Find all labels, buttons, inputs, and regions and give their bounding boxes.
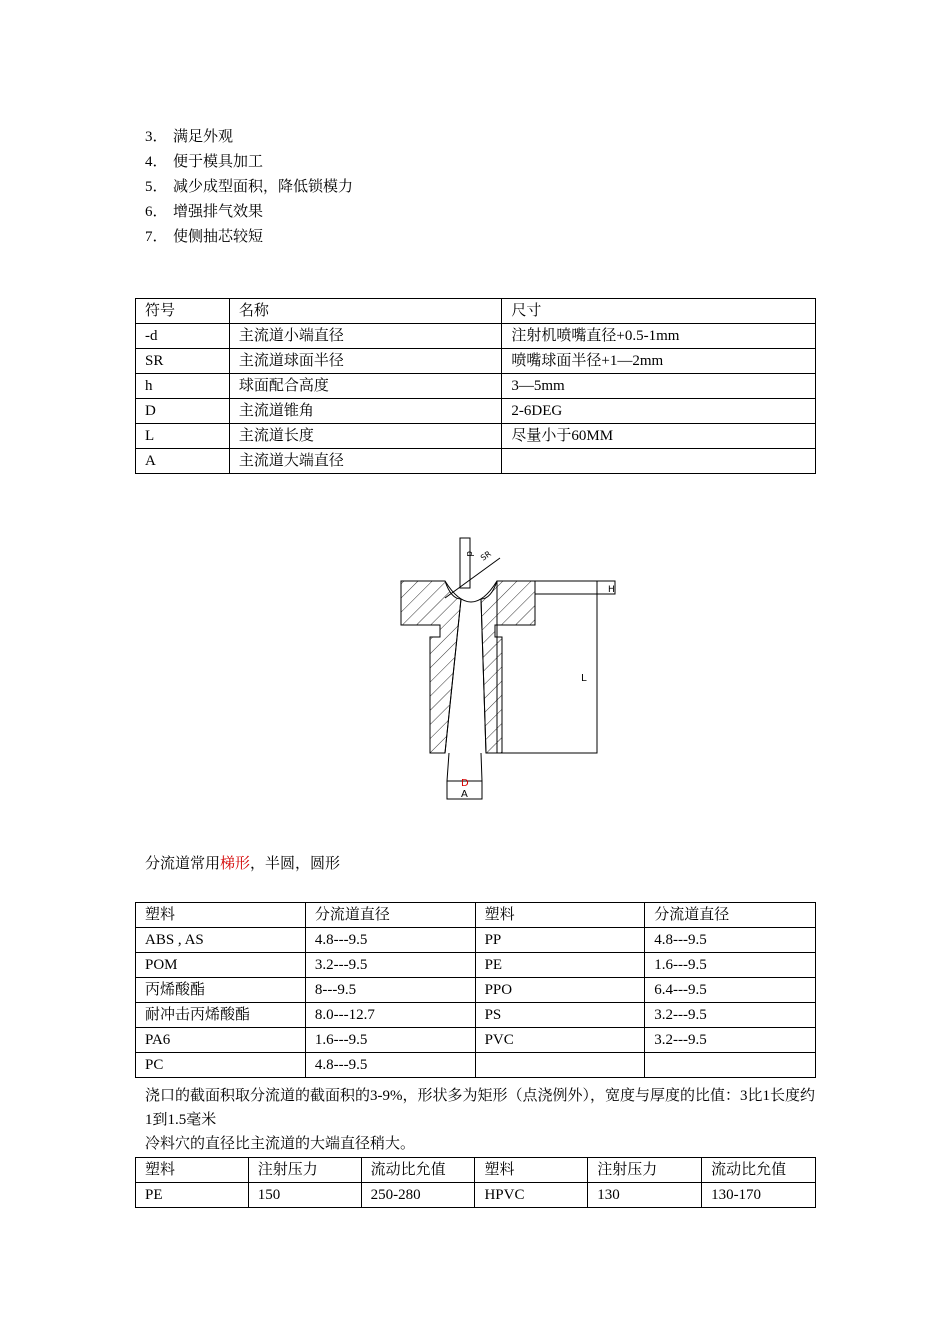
list-item: 6． 增强排气效果 <box>145 204 264 220</box>
label-l: L <box>581 673 587 684</box>
table-cell: 喷嘴球面半径+1—2mm <box>502 349 816 374</box>
highlight-text: 梯形 <box>220 856 251 872</box>
label-sr: SR <box>478 549 493 563</box>
table-cell: 130 <box>588 1183 702 1208</box>
table-row <box>136 1183 816 1208</box>
table-cell: 尽量小于60MM <box>502 424 816 449</box>
table-cell: 主流道锥角 <box>229 399 502 424</box>
table-cell: 3—5mm <box>502 374 816 399</box>
table-header-cell: 流动比允值 <box>702 1158 816 1183</box>
table-cell: 丙烯酸酯 <box>136 978 306 1003</box>
table-cell: PPO <box>475 978 645 1003</box>
table-row <box>136 978 816 1003</box>
table-cell: 1.6---9.5 <box>645 953 816 978</box>
mold-body-right <box>481 581 535 753</box>
table-row <box>136 324 816 349</box>
mold-body-left <box>401 581 461 753</box>
cold-slug-description: 冷料穴的直径比主流道的大端直径稍大。 <box>145 1136 416 1152</box>
table-cell: POM <box>136 953 306 978</box>
table-cell: SR <box>136 349 230 374</box>
table-cell: 主流道小端直径 <box>229 324 502 349</box>
table-cell: 球面配合高度 <box>229 374 502 399</box>
table-row <box>136 399 816 424</box>
table-cell: h <box>136 374 230 399</box>
table-cell: -d <box>136 324 230 349</box>
table-cell: 8.0---12.7 <box>305 1003 475 1028</box>
table-cell: PS <box>475 1003 645 1028</box>
table-cell: HPVC <box>475 1183 588 1208</box>
table-header-cell: 分流道直径 <box>645 903 816 928</box>
table-header-cell: 注射压力 <box>588 1158 702 1183</box>
label-d-big: D <box>461 778 469 789</box>
table-cell: 3.2---9.5 <box>305 953 475 978</box>
table-header-row <box>136 903 816 928</box>
table-cell <box>645 1053 816 1078</box>
table-cell: D <box>136 399 230 424</box>
table-cell <box>475 1053 645 1078</box>
table-cell: 250-280 <box>361 1183 475 1208</box>
table-row <box>136 449 816 474</box>
table-cell: 主流道球面半径 <box>229 349 502 374</box>
table-cell: A <box>136 449 230 474</box>
table-cell: L <box>136 424 230 449</box>
list-item: 3． 满足外观 <box>145 129 234 145</box>
table-row <box>136 424 816 449</box>
table-header-row <box>136 1158 816 1183</box>
table-row <box>136 1003 816 1028</box>
flow-ratio-table <box>135 1157 816 1208</box>
table-header-cell: 名称 <box>229 299 502 324</box>
table-cell: 150 <box>248 1183 361 1208</box>
table-row <box>136 1053 816 1078</box>
table-cell: 耐冲击丙烯酸酯 <box>136 1003 306 1028</box>
runner-shape-text: 分流道常用梯形，半圆，圆形 <box>145 856 341 872</box>
table-cell: 3.2---9.5 <box>645 1003 816 1028</box>
table-header-cell: 符号 <box>136 299 230 324</box>
table-cell: 注射机喷嘴直径+0.5-1mm <box>502 324 816 349</box>
table-header-cell: 塑料 <box>136 1158 249 1183</box>
table-cell: ABS , AS <box>136 928 306 953</box>
table-cell: 8---9.5 <box>305 978 475 1003</box>
table-header-cell: 塑料 <box>136 903 306 928</box>
table-cell: PE <box>475 953 645 978</box>
table-cell: PVC <box>475 1028 645 1053</box>
table-row <box>136 374 816 399</box>
list-item: 7． 使侧抽芯较短 <box>145 229 264 245</box>
table-cell <box>502 449 816 474</box>
table-cell: 130-170 <box>702 1183 816 1208</box>
table-cell: PP <box>475 928 645 953</box>
table-header-cell: 塑料 <box>475 903 645 928</box>
table-cell: PA6 <box>136 1028 306 1053</box>
table-header-cell: 分流道直径 <box>305 903 475 928</box>
table-row <box>136 953 816 978</box>
list-item: 4． 便于模具加工 <box>145 154 264 170</box>
table-row <box>136 928 816 953</box>
table-cell: 6.4---9.5 <box>645 978 816 1003</box>
table-header-cell: 尺寸 <box>502 299 816 324</box>
table-row <box>136 349 816 374</box>
label-a: A <box>461 789 468 800</box>
sprue-dimension-table <box>135 298 816 474</box>
h-dimension-bar <box>535 581 615 594</box>
table-cell: 主流道长度 <box>229 424 502 449</box>
table-header-cell: 流动比允值 <box>361 1158 475 1183</box>
runner-diameter-table <box>135 902 816 1078</box>
table-cell: 2-6DEG <box>502 399 816 424</box>
table-cell: PE <box>136 1183 249 1208</box>
table-cell: 4.8---9.5 <box>305 928 475 953</box>
sprue-diagram <box>395 533 625 803</box>
label-d: d <box>464 551 474 557</box>
table-cell: 3.2---9.5 <box>645 1028 816 1053</box>
list-item: 5． 减少成型面积，降低锁模力 <box>145 179 354 195</box>
gate-description: 浇口的截面积取分流道的截面积的3-9%，形状多为矩形（点浇例外），宽度与厚度的比值：3比1长度约1到1.5毫米 <box>145 1088 815 1128</box>
numbered-list <box>145 125 353 250</box>
label-h: H <box>608 585 615 595</box>
table-header-cell: 注射压力 <box>248 1158 361 1183</box>
table-cell: 4.8---9.5 <box>645 928 816 953</box>
table-cell: 4.8---9.5 <box>305 1053 475 1078</box>
cold-slug-outline <box>447 753 482 781</box>
table-cell: 主流道大端直径 <box>229 449 502 474</box>
table-cell: PC <box>136 1053 306 1078</box>
table-header-cell: 塑料 <box>475 1158 588 1183</box>
table-cell: 1.6---9.5 <box>305 1028 475 1053</box>
table-row <box>136 1028 816 1053</box>
table-header-row <box>136 299 816 324</box>
